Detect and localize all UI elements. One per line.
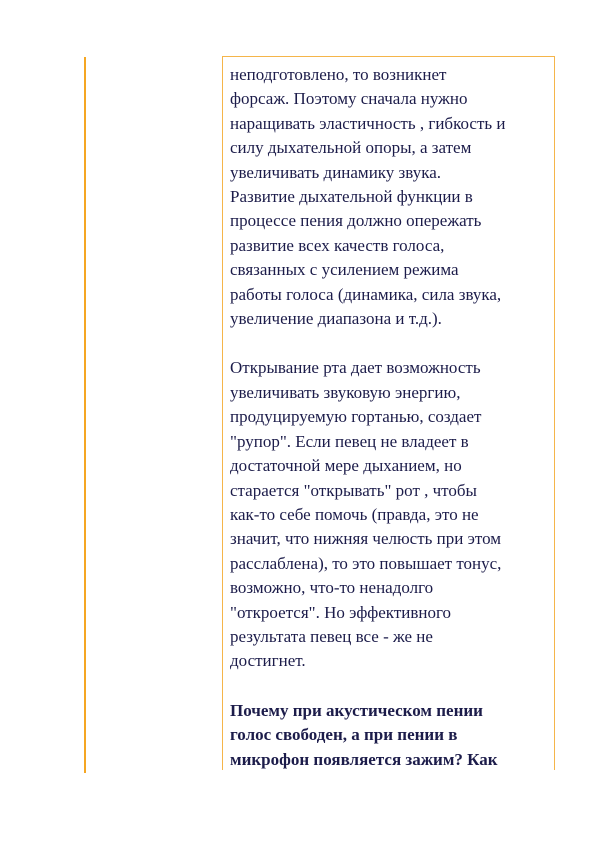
paragraph-spacer: [230, 331, 550, 356]
text-frame: [222, 56, 555, 770]
paragraph-breathing: неподготовлено, то возникнет форсаж. Поэтому сначала нужно наращивать эластичность , гибкость и силу дыхательной опоры, а затем увеличивать динамику звука. Развитие дыхательной функции в процессе пения должно опережать развитие всех качеств голоса, связанных с усилением режима работы голоса (динамика, сила звука, увеличение диапазона и т.д.).: [230, 65, 506, 329]
margin-rule: [84, 57, 86, 773]
paragraph-spacer: [230, 674, 550, 699]
question-heading: Почему при акустическом пении голос свободен, а при пении в микрофон появляется зажим? Как: [230, 700, 498, 769]
paragraph-mouth-opening: Открывание рта дает возможность увеличивать звуковую энергию, продуцируемую гортанью, создает "рупор". Если певец не владеет в достаточной мере дыханием, но старается "открывать" рот , чтобы как-то себе помочь (правда, это не значит, что нижняя челюсть при этом расслаблена), то это повышает тонус, возможно, что-то ненадолго "откроется". Но эффективного результата певец все - же не достигнет.: [230, 358, 502, 671]
